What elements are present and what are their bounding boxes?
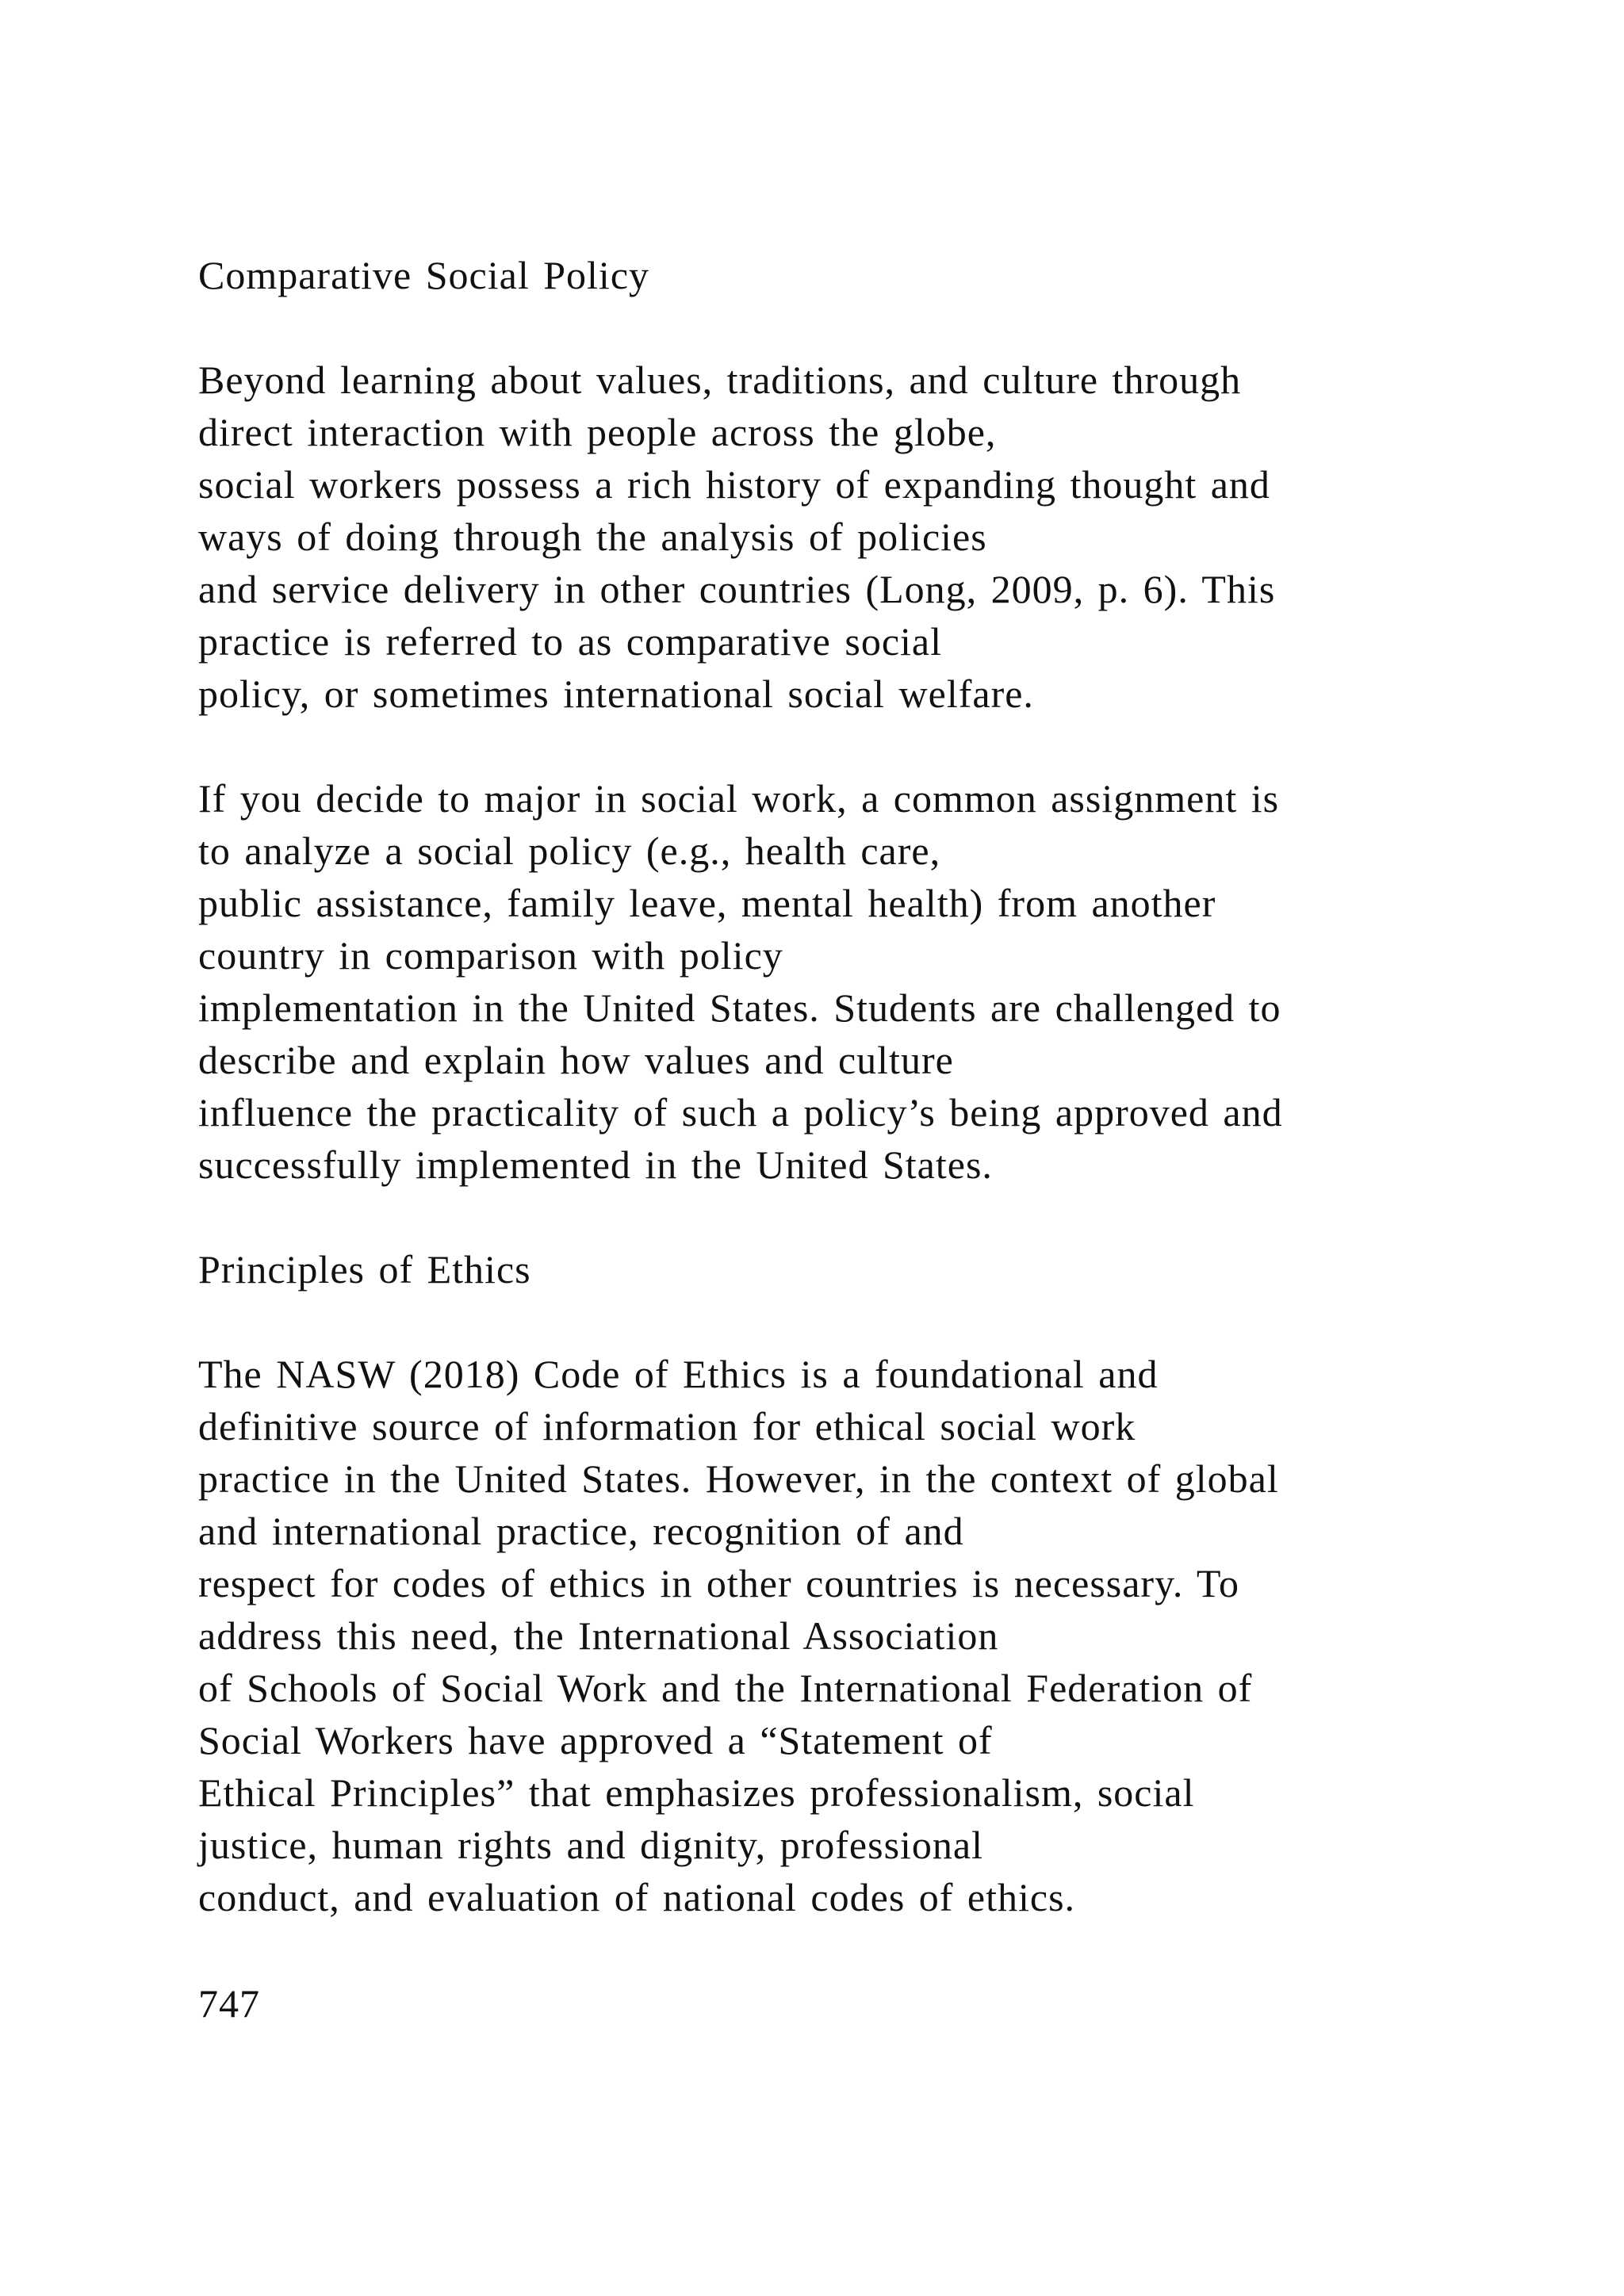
text-line: describe and explain how values and culture	[198, 1038, 954, 1082]
text-line: to analyze a social policy (e.g., health care,	[198, 828, 941, 873]
text-line: implementation in the United States. Students are challenged to	[198, 985, 1281, 1030]
text-line: Beyond learning about values, traditions, and culture through	[198, 358, 1242, 402]
document-page	[198, 249, 1435, 1923]
text-line: direct interaction with people across the globe,	[198, 410, 997, 454]
paragraph-principles-of-ethics	[198, 1348, 1435, 1923]
text-line: practice in the United States. However, in the context of global	[198, 1456, 1279, 1501]
text-line: address this need, the International Association	[198, 1613, 999, 1658]
text-line: Social Workers have approved a “Statement of	[198, 1718, 993, 1762]
page-number: 747	[198, 1981, 260, 2026]
section-heading-principles-of-ethics: Principles of Ethics	[198, 1247, 531, 1292]
text-line: definitive source of information for ethical social work	[198, 1404, 1136, 1448]
text-line: respect for codes of ethics in other countries is necessary. To	[198, 1561, 1239, 1605]
text-line: If you decide to major in social work, a common assignment is	[198, 776, 1280, 821]
text-line: of Schools of Social Work and the International Federation of	[198, 1666, 1253, 1710]
spacer	[198, 1191, 1435, 1243]
text-line: influence the practicality of such a policy’s being approved and	[198, 1090, 1283, 1135]
spacer	[198, 301, 1435, 354]
text-line: successfully implemented in the United States.	[198, 1142, 993, 1187]
text-line: country in comparison with policy	[198, 933, 783, 978]
text-line: justice, human rights and dignity, professional	[198, 1823, 983, 1867]
spacer	[198, 1295, 1435, 1348]
text-line: social workers possess a rich history of expanding thought and	[198, 462, 1270, 507]
text-line: The NASW (2018) Code of Ethics is a foundational and	[198, 1352, 1159, 1396]
text-line: Ethical Principles” that emphasizes professionalism, social	[198, 1770, 1195, 1815]
text-line: policy, or sometimes international social welfare.	[198, 672, 1034, 716]
paragraph-social-work-assignment	[198, 772, 1435, 1191]
text-line: public assistance, family leave, mental health) from another	[198, 881, 1216, 925]
section-heading-comparative-social-policy: Comparative Social Policy	[198, 253, 650, 297]
paragraph-comparative-social-policy	[198, 354, 1435, 720]
text-line: and international practice, recognition of and	[198, 1509, 964, 1553]
text-line: conduct, and evaluation of national codes of ethics.	[198, 1875, 1076, 1919]
spacer	[198, 720, 1435, 772]
text-line: practice is referred to as comparative social	[198, 619, 942, 664]
text-line: and service delivery in other countries (Long, 2009, p. 6). This	[198, 567, 1276, 611]
text-line: ways of doing through the analysis of policies	[198, 515, 987, 559]
